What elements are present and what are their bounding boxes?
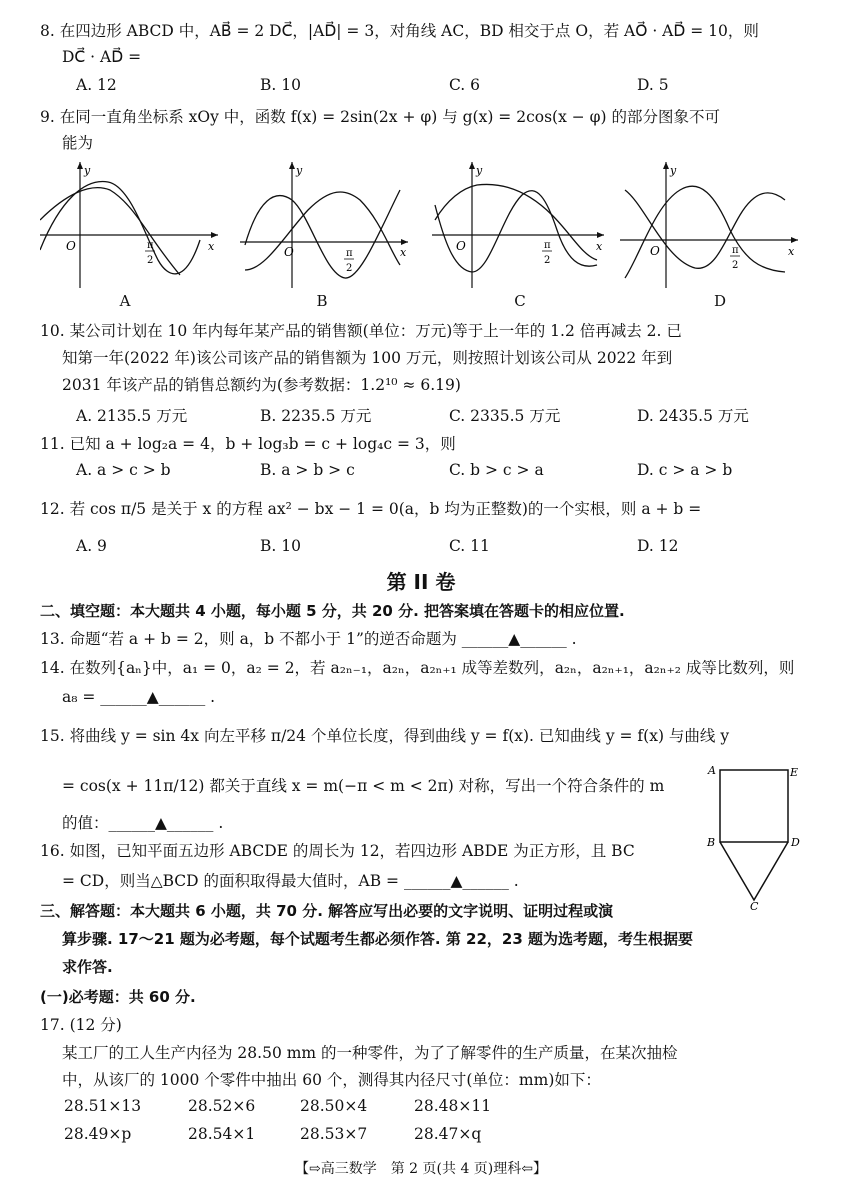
q11-option-c: C. b > c > a (449, 461, 544, 479)
table-cell: 28.53×7 (300, 1125, 368, 1143)
q12-option-a: A. 9 (76, 537, 107, 555)
q14-stem-line1: 14. 在数列{aₙ}中，a₁ = 0，a₂ = 2，若 a₂ₙ₋₁，a₂ₙ，a₂ₙ₊₁ 成等差数列，a₂ₙ，a₂ₙ₊₁，a₂ₙ₊₂ 成等比数列，则 (40, 659, 795, 677)
tick-bottom: 2 (147, 255, 154, 266)
tick-bottom: 2 (732, 260, 739, 271)
graph-c-label: C (514, 292, 526, 310)
curve-f (40, 182, 200, 274)
answer-section-header-line2: 算步骤. 17～21 题为必考题，每个试题考生都必须作答. 第 22，23 题为选考题，考生根据要 (62, 930, 694, 948)
tick-top: π (147, 240, 154, 251)
q16-stem-line1: 16. 如图，已知平面五边形 ABCDE 的周长为 12，若四边形 ABDE 为正方形，且 BC (40, 842, 635, 860)
answer-section-header-line1: 三、解答题：本大题共 6 小题，共 70 分. 解答应写出必要的文字说明、证明过程或演 (40, 902, 614, 920)
required-part-header: (一)必考题：共 60 分. (40, 988, 196, 1006)
q11-option-d: D. c > a > b (637, 461, 733, 479)
x-axis-arrow (597, 232, 604, 238)
q15-stem-line2: = cos(x + 11π/12) 都关于直线 x = m(−π < m < 2π) 对称，写出一个符合条件的 m (62, 777, 665, 795)
graph-b-label: B (316, 292, 328, 310)
q16-stem-line2: = CD，则当△BCD 的面积取得最大值时，AB = ______▲______ . (62, 872, 519, 890)
curve-g (245, 192, 400, 270)
vertex-a-label: A (708, 764, 716, 777)
vertex-e-label: E (790, 766, 799, 779)
table-cell: 28.49×p (64, 1125, 132, 1143)
q17-title: 17. (12 分) (40, 1016, 122, 1034)
y-label: y (670, 164, 677, 177)
origin-label: O (66, 239, 76, 253)
x-axis-arrow (401, 239, 408, 245)
graph-d-label: D (713, 292, 727, 310)
q10-option-d: D. 2435.5 万元 (637, 407, 749, 425)
page-footer: 【⇨高三数学 第 2 页(共 4 页)理科⇦】 (295, 1161, 547, 1177)
x-label: x (788, 245, 795, 258)
q17-stem-line1: 某工厂的工人生产内径为 28.50 mm 的一种零件，为了了解零件的生产质量，在某次抽检 (62, 1044, 678, 1062)
x-label: x (208, 240, 215, 253)
y-label: y (476, 164, 483, 177)
table-cell: 28.48×11 (414, 1097, 492, 1115)
triangle-bcd (720, 842, 788, 900)
table-cell: 28.50×4 (300, 1097, 368, 1115)
q8-stem-line2: DC⃗ · AD⃗ = (62, 48, 142, 66)
q13-stem: 13. 命题“若 a + b = 2，则 a，b 不都小于 1”的逆否命题为 ______▲______ . (40, 630, 577, 648)
tick-bottom: 2 (346, 263, 353, 274)
y-axis-arrow (663, 162, 669, 169)
graph-a (40, 160, 220, 290)
origin-label: O (650, 244, 660, 258)
q12-option-b: B. 10 (260, 537, 301, 555)
tick-top: π (732, 245, 739, 256)
q11-options (76, 461, 796, 483)
y-label: y (84, 164, 91, 177)
x-label: x (400, 246, 407, 259)
q10-option-b: B. 2235.5 万元 (260, 407, 372, 425)
q8-option-d: D. 5 (637, 76, 669, 94)
q12-option-d: D. 12 (637, 537, 679, 555)
q10-stem-line2: 知第一年(2022 年)该公司该产品的销售额为 100 万元，则按照计划该公司从 2022 年到 (62, 349, 673, 367)
y-axis-arrow (77, 162, 83, 169)
origin-label: O (456, 239, 466, 253)
section-title: 第 II 卷 (386, 570, 456, 594)
q8-option-a: A. 12 (76, 76, 117, 94)
q9-stem-line1: 9. 在同一直角坐标系 xOy 中，函数 f(x) = 2sin(2x + φ) 与 g(x) = 2cos(x − φ) 的部分图象不可 (40, 108, 721, 126)
q10-option-c: C. 2335.5 万元 (449, 407, 561, 425)
curve-f (625, 190, 785, 268)
q12-stem: 12. 若 cos π/5 是关于 x 的方程 ax² − bx − 1 = 0(a，b 均为正整数)的一个实根，则 a + b = (40, 500, 702, 518)
vertex-b-label: B (707, 836, 716, 849)
y-axis-arrow (289, 162, 295, 169)
origin-label: O (284, 245, 294, 259)
q15-stem-line1: 15. 将曲线 y = sin 4x 向左平移 π/24 个单位长度，得到曲线 y = f(x). 已知曲线 y = f(x) 与曲线 y (40, 727, 730, 745)
q11-stem: 11. 已知 a + log₂a = 4，b + log₃b = c + log₄c = 3，则 (40, 435, 456, 453)
vertex-d-label: D (791, 836, 800, 849)
graph-a-label: A (119, 292, 131, 310)
tick-bottom: 2 (544, 255, 551, 266)
q8-option-b: B. 10 (260, 76, 301, 94)
x-axis-arrow (211, 232, 218, 238)
pentagon-figure (700, 760, 810, 910)
table-cell: 28.47×q (414, 1125, 482, 1143)
q8-stem-line1: 8. 在四边形 ABCD 中，AB⃗ = 2 DC⃗，|AD⃗| = 3，对角线 AC，BD 相交于点 O，若 AO⃗ · AD⃗ = 10，则 (40, 22, 759, 40)
graph-b (240, 160, 420, 290)
graph-d (620, 160, 800, 290)
curve-g (625, 186, 785, 278)
q11-option-b: B. a > b > c (260, 461, 355, 479)
x-label: x (596, 240, 603, 253)
tick-top: π (346, 248, 353, 259)
q12-options (76, 537, 796, 559)
q8-options (76, 76, 796, 98)
q12-option-c: C. 11 (449, 537, 490, 555)
curve-g (435, 191, 597, 272)
graph-c (432, 160, 612, 290)
q10-option-a: A. 2135.5 万元 (76, 407, 188, 425)
q15-stem-line3: 的值：______▲______ . (62, 814, 224, 832)
table-cell: 28.51×13 (64, 1097, 142, 1115)
square-abde (720, 770, 788, 842)
q11-option-a: A. a > c > b (76, 461, 171, 479)
q14-stem-line2: a₈ = ______▲______ . (62, 688, 216, 706)
x-axis-arrow (791, 237, 798, 243)
tick-top: π (544, 240, 551, 251)
curve-f (245, 190, 400, 278)
q10-stem-line3: 2031 年该产品的销售总额约为(参考数据：1.2¹⁰ ≈ 6.19) (62, 376, 461, 394)
fill-section-header: 二、填空题：本大题共 4 小题，每小题 5 分，共 20 分. 把答案填在答题卡的相应位置. (40, 602, 625, 620)
y-label: y (296, 164, 303, 177)
q17-stem-line2: 中，从该厂的 1000 个零件中抽出 60 个，测得其内径尺寸(单位：mm)如下： (62, 1071, 601, 1089)
q10-options (76, 404, 796, 426)
q10-stem-line1: 10. 某公司计划在 10 年内每年某产品的销售额(单位：万元)等于上一年的 1.2 倍再减去 2. 已 (40, 322, 682, 340)
q8-option-c: C. 6 (449, 76, 481, 94)
vertex-c-label: C (750, 900, 759, 910)
q9-stem-line2: 能为 (62, 134, 94, 152)
y-axis-arrow (469, 162, 475, 169)
table-cell: 28.52×6 (188, 1097, 256, 1115)
answer-section-header-line3: 求作答. (62, 958, 113, 976)
table-cell: 28.54×1 (188, 1125, 256, 1143)
